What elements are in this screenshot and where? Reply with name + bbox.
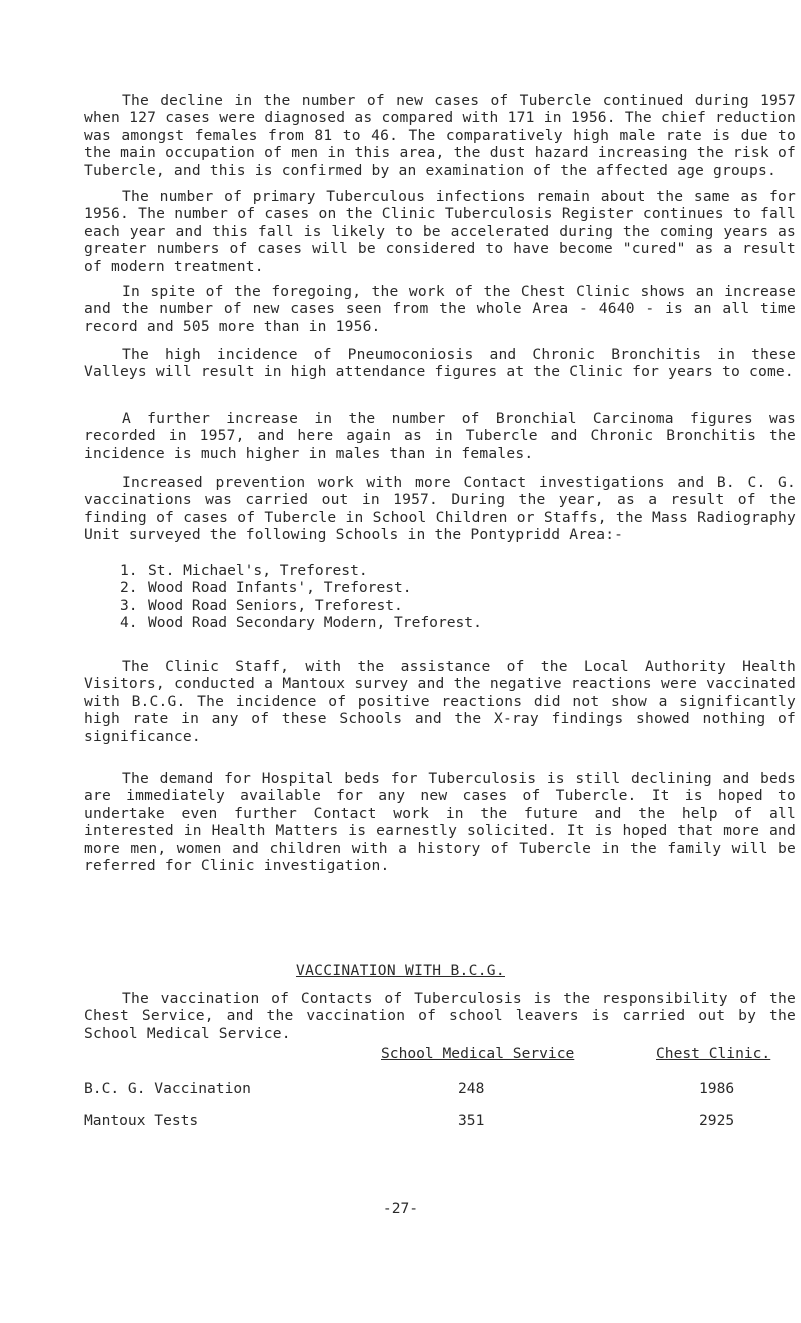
list-item-number: 2. xyxy=(120,579,138,597)
table-header-row xyxy=(0,1045,801,1063)
cell-school-medical: 248 xyxy=(458,1080,485,1097)
paragraph-tubercle-decline: The decline in the number of new cases of Tubercle continued during 1957 when 127 cases were diagnosed as compared with 171 in 1956. The chief reduction was amongst females from 81 to 46. The comparatively high male rate is due to the main occupation of men in this area, the dust hazard increasing the risk of Tubercle, and this is confirmed by an examination of the affected age groups. xyxy=(84,92,796,179)
list-item-text: Wood Road Seniors, Treforest. xyxy=(148,596,403,614)
list-item-text: St. Michael's, Treforest. xyxy=(148,562,368,579)
list-item xyxy=(120,597,482,614)
paragraph-pneumoconiosis: The high incidence of Pneumoconiosis and Chronic Bronchitis in these Valleys will result in high attendance figures at the Clinic for years to come. xyxy=(84,346,796,381)
paragraph-bronchial-carcinoma: A further increase in the number of Bronchial Carcinoma figures was recorded in 1957, and here again as in Tubercle and Chronic Bronchitis the incidence is much higher in males than in females. xyxy=(84,410,796,462)
table-row xyxy=(0,1080,801,1098)
list-item-text: Wood Road Infants', Treforest. xyxy=(148,579,412,597)
column-header-school-medical: School Medical Service xyxy=(381,1045,575,1062)
cell-school-medical: 351 xyxy=(458,1112,485,1129)
row-label: Mantoux Tests xyxy=(84,1112,199,1129)
list-item-number: 4. xyxy=(120,614,138,632)
list-item-number: 3. xyxy=(120,596,138,614)
list-item xyxy=(120,579,482,596)
list-item-number: 1. xyxy=(120,562,138,579)
paragraph-primary-infections: The number of primary Tuberculous infections remain about the same as for 1956. The number of cases on the Clinic Tuberculosis Register continues to fall each year and this fall is likely to be accelerated during the coming years as greater numbers of cases will be considered to have become "cured" as a result of modern treatment. xyxy=(84,188,796,275)
paragraph-prevention-work: Increased prevention work with more Contact investigations and B. C. G. vaccinations was carried out in 1957. During the year, as a result of the finding of cases of Tubercle in School Children or Staffs, the Mass Radiography Unit surveyed the following Schools in the Pontypridd Area:- xyxy=(84,474,796,544)
page-number: -27- xyxy=(382,1200,419,1217)
paragraph-mantoux-survey: The Clinic Staff, with the assistance of the Local Authority Health Visitors, conducted a Mantoux survey and the negative reactions were vaccinated with B.C.G. The incidence of positive reactions did not show a significantly high rate in any of these Schools and the X-ray findings showed nothing of significance. xyxy=(84,658,796,745)
table-row xyxy=(0,1112,801,1130)
row-label: B.C. G. Vaccination xyxy=(84,1080,251,1097)
list-item xyxy=(120,614,482,631)
paragraph-hospital-beds: The demand for Hospital beds for Tuberculosis is still declining and beds are immediately available for any new cases of Tubercle. It is hoped to undertake even further Contact work in the future and the help of all interested in Health Matters is earnestly solicited. It is hoped that more and more men, women and children with a history of Tubercle in the family will be referred for Clinic investigation. xyxy=(84,770,796,875)
column-header-chest-clinic: Chest Clinic. xyxy=(656,1045,771,1062)
paragraph-chest-clinic-work: In spite of the foregoing, the work of the Chest Clinic shows an increase and the number of new cases seen from the whole Area - 4640 - is an all time record and 505 more than in 1956. xyxy=(84,283,796,335)
list-item-text: Wood Road Secondary Modern, Treforest. xyxy=(148,614,482,632)
cell-chest-clinic: 2925 xyxy=(699,1112,735,1129)
list-item xyxy=(120,562,482,579)
cell-chest-clinic: 1986 xyxy=(699,1080,735,1097)
paragraph-vaccination-responsibility: The vaccination of Contacts of Tuberculosis is the responsibility of the Chest Service, and the vaccination of school leavers is carried out by the School Medical Service. xyxy=(84,990,796,1042)
section-heading: VACCINATION WITH B.C.G. xyxy=(296,962,505,979)
schools-list xyxy=(120,562,482,632)
